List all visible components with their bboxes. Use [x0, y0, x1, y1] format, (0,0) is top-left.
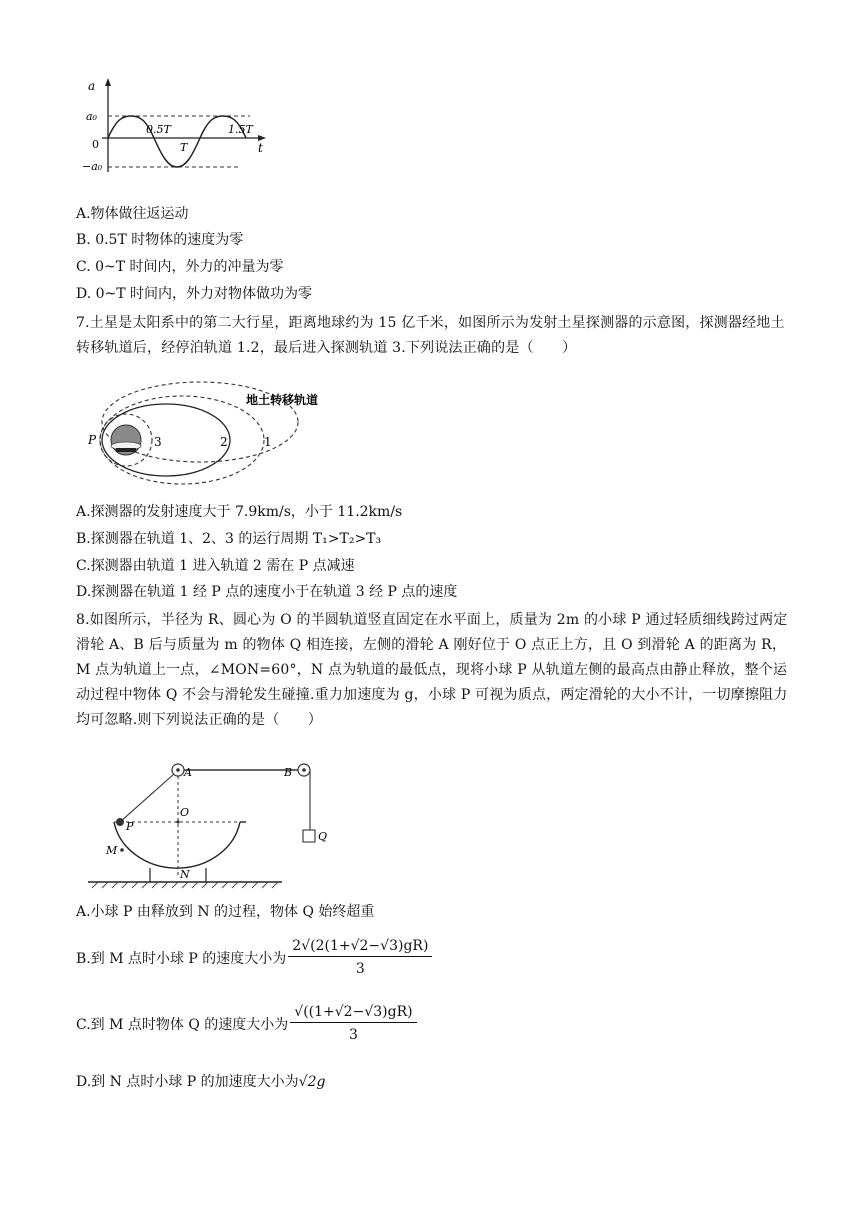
label-b: B: [284, 766, 293, 779]
label-o: O: [180, 806, 190, 819]
q8-option-d-value: √2g: [298, 1074, 326, 1090]
q8-option-b-fraction: [288, 938, 432, 977]
q6-option-a: A.物体做往返运动: [76, 206, 189, 222]
saturn-orbit-diagram: [82, 378, 352, 490]
q8-option-d-text: D.到 N 点时小球 P 的加速度大小为: [76, 1074, 299, 1090]
orbit-3-label: 3: [154, 435, 162, 449]
graph-zero-label: 0: [92, 138, 99, 151]
orbit-1-label: 1: [264, 435, 272, 449]
transfer-orbit-label: 地土转移轨道: [246, 393, 319, 407]
semicircle-pulley-diagram: [84, 756, 340, 892]
label-n: N: [180, 868, 190, 881]
q7-option-b: B.探测器在轨道 1、2、3 的运行周期 T₁>T₂>T₃: [76, 531, 382, 547]
acceleration-time-graph: [80, 76, 280, 180]
q8-option-c-fraction: [290, 1004, 416, 1043]
q8-stem: 8.如图所示，半径为 R、圆心为 O 的半圆轨道竖直固定在水平面上，质量为 2m 的小球 P 通过轻质细线跨过两定滑轮 A、B 后与质量为 m 的物体 Q 相连接，左侧的滑轮 A 刚好位于 O 点正上方，且 O 到滑轮 A 的距离为 R，M 点为轨道上一点，∠MON=60°，N 点为轨道的最低点，现将小球 P 从轨道左侧的最高点由静止释放，整个运动过程中物体 Q 不会与滑轮发生碰撞.重力加速度为 g，小球 P 可视为质点，两定滑轮的大小不计，一切摩擦阻力均可忽略.则下列说法正确的是（ ）: [76, 612, 788, 728]
q8-option-c-text: C.到 M 点时物体 Q 的速度大小为: [76, 1016, 289, 1033]
q8-option-d: [76, 1072, 325, 1092]
q8-option-a: A.小球 P 由释放到 N 的过程，物体 Q 始终超重: [76, 904, 375, 920]
label-p: P: [126, 820, 134, 833]
q8-option-b-numerator: 2√(2(1+√2−√3)gR): [288, 938, 432, 957]
q7-option-c: C.探测器由轨道 1 进入轨道 2 需在 P 点减速: [76, 558, 355, 574]
q8-option-c-numerator: √((1+√2−√3)gR): [290, 1004, 416, 1023]
label-a: A: [184, 766, 192, 779]
q7-option-d: D.探测器在轨道 1 经 P 点的速度小于在轨道 3 经 P 点的速度: [76, 584, 458, 600]
graph-a0-label: a₀: [86, 110, 97, 123]
q6-option-d: D. 0~T 时间内，外力对物体做功为零: [76, 286, 313, 302]
q7-option-a: A.探测器的发射速度大于 7.9km/s，小于 11.2km/s: [76, 504, 403, 520]
q8-option-c: [76, 1004, 417, 1043]
label-q: Q: [318, 830, 328, 843]
graph-neg-a0-label: −a₀: [82, 160, 103, 173]
ball-p-icon: [116, 818, 124, 826]
q8-option-b-denominator: 3: [355, 961, 365, 977]
q7-stem: 7.土星是太阳系中的第二大行星，距离地球约为 15 亿千米，如图所示为发射土星探测器的示意图，探测器经地土转移轨道后，经停泊轨道 1.2，最后进入探测轨道 3.下列说法正确的是（ ）: [76, 315, 785, 356]
graph-one-half-t-label: 1.5T: [228, 123, 253, 136]
graph-a-label: a: [88, 79, 96, 93]
graph-t-tick-label: T: [180, 141, 188, 154]
orbit-2-label: 2: [220, 435, 228, 449]
block-q-icon: [303, 830, 315, 842]
graph-half-t-label: 0.5T: [146, 123, 171, 136]
q6-option-c: C. 0~T 时间内，外力的冲量为零: [76, 259, 284, 275]
graph-t-label: t: [258, 141, 263, 155]
q8-option-b: [76, 938, 432, 977]
label-m: M: [106, 844, 118, 857]
q8-option-c-denominator: 3: [348, 1027, 358, 1043]
orbit-point-p-label: P: [88, 433, 97, 447]
q6-option-b: B. 0.5T 时物体的速度为零: [76, 232, 244, 248]
q8-option-b-text: B.到 M 点时小球 P 的速度大小为: [76, 950, 287, 967]
